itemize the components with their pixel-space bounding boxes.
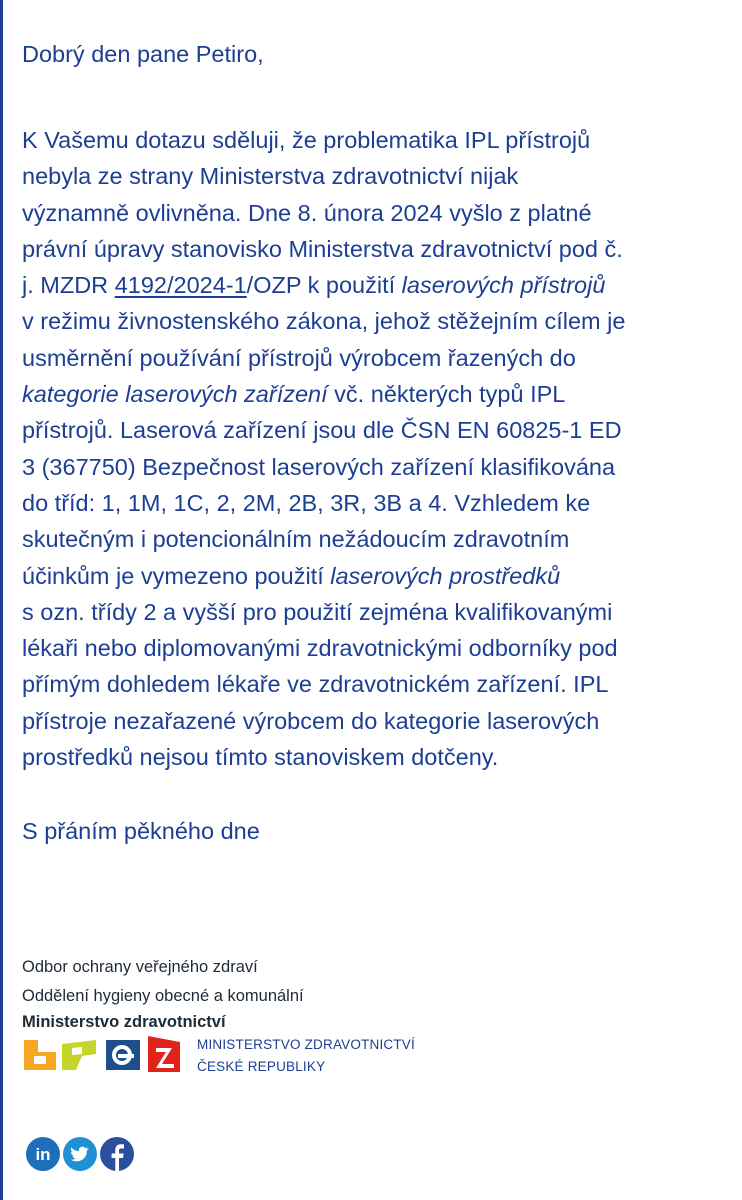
message-text: usměrnění používání přístrojů výrobcem řazených do bbox=[22, 344, 576, 371]
logo-line-2: ČESKÉ REPUBLIKY bbox=[197, 1059, 326, 1074]
message-text: významně ovlivněna. Dne 8. února 2024 vyšlo z platné bbox=[22, 199, 592, 226]
message-line bbox=[22, 521, 732, 557]
signature-section: Oddělení hygieny obecné a komunální bbox=[22, 987, 304, 1005]
message-line bbox=[22, 739, 732, 775]
signature-department: Odbor ochrany veřejného zdraví bbox=[22, 958, 258, 976]
ministry-logo bbox=[22, 1034, 442, 1080]
message-line bbox=[22, 449, 732, 485]
message-text: 3 (367750) Bezpečnost laserových zařízení klasifikována bbox=[22, 453, 616, 480]
signature-ministry: Ministerstvo zdravotnictví bbox=[22, 1013, 226, 1031]
message-text: přímým dohledem lékaře ve zdravotnickém zařízení. IPL bbox=[22, 671, 609, 698]
quote-bar bbox=[0, 0, 3, 1200]
ministry-logo-mark bbox=[22, 1034, 182, 1076]
message-text: skutečným i potencionálním nežádoucím zdravotním bbox=[22, 526, 570, 553]
message-line bbox=[22, 195, 732, 231]
message-line bbox=[22, 267, 732, 303]
message-text: s ozn. třídy 2 a vyšší pro použití zejména kvalifikovanými bbox=[22, 598, 613, 625]
message-text: prostředků nejsou tímto stanoviskem dotčeny. bbox=[22, 744, 499, 771]
signature-block bbox=[22, 953, 304, 1034]
emphasized-text: kategorie laserových zařízení bbox=[22, 381, 328, 408]
linkedin-icon bbox=[26, 1137, 60, 1171]
message-text: přístroje nezařazené výrobcem do kategorie laserových bbox=[22, 707, 600, 734]
message-line bbox=[22, 558, 732, 594]
message-text: právní úpravy stanovisko Ministerstva zdravotnictví pod č. bbox=[22, 235, 623, 262]
message-line bbox=[22, 485, 732, 521]
message-text: přístrojů. Laserová zařízení jsou dle ČSN EN 60825-1 ED bbox=[22, 417, 622, 444]
message-line bbox=[22, 158, 732, 194]
message-text: K Vašemu dotazu sděluji, že problematika IPL přístrojů bbox=[22, 127, 591, 153]
svg-text:in: in bbox=[35, 1145, 51, 1164]
logo-line-1: MINISTERSTVO ZDRAVOTNICTVÍ bbox=[197, 1037, 415, 1052]
linkedin-link[interactable] bbox=[26, 1137, 60, 1171]
message-text: v režimu živnostenského zákona, jehož stěžejním cílem je bbox=[22, 308, 626, 335]
message-paragraph bbox=[22, 122, 732, 775]
message-line bbox=[22, 594, 732, 630]
message-line bbox=[22, 703, 732, 739]
message-line bbox=[22, 376, 732, 412]
facebook-icon bbox=[100, 1137, 134, 1171]
message-line bbox=[22, 303, 732, 339]
message-text: j. MZDR bbox=[22, 272, 115, 299]
message-text: nebyla ze strany Ministerstva zdravotnictví nijak bbox=[22, 163, 519, 190]
message-line bbox=[22, 231, 732, 267]
closing-line: S přáním pěkného dne bbox=[22, 818, 260, 845]
message-line bbox=[22, 630, 732, 666]
twitter-link[interactable] bbox=[63, 1137, 97, 1171]
ministry-logo-text bbox=[197, 1034, 415, 1078]
message-text: lékaři nebo diplomovanými zdravotnickými odborníky pod bbox=[22, 635, 618, 662]
message-line bbox=[22, 412, 732, 448]
message-text: vč. některých typů IPL bbox=[327, 381, 566, 408]
message-line bbox=[22, 666, 732, 702]
greeting: Dobrý den pane Petiro, bbox=[22, 41, 264, 67]
emphasized-text: laserových přístrojů bbox=[401, 272, 606, 299]
message-text: do tříd: 1, 1M, 1C, 2, 2M, 2B, 3R, 3B a 4. Vzhledem ke bbox=[22, 489, 591, 516]
emphasized-text: laserových prostředků bbox=[330, 562, 561, 589]
message-text: /OZP k použití bbox=[246, 272, 402, 299]
message-line bbox=[22, 340, 732, 376]
twitter-icon bbox=[63, 1137, 97, 1171]
social-links bbox=[26, 1137, 134, 1171]
message-line bbox=[22, 122, 732, 158]
reference-number-link[interactable]: 4192/2024-1 bbox=[114, 272, 247, 299]
facebook-link[interactable] bbox=[100, 1137, 134, 1171]
message-text: účinkům je vymezeno použití bbox=[22, 562, 331, 589]
email-body bbox=[22, 36, 732, 849]
